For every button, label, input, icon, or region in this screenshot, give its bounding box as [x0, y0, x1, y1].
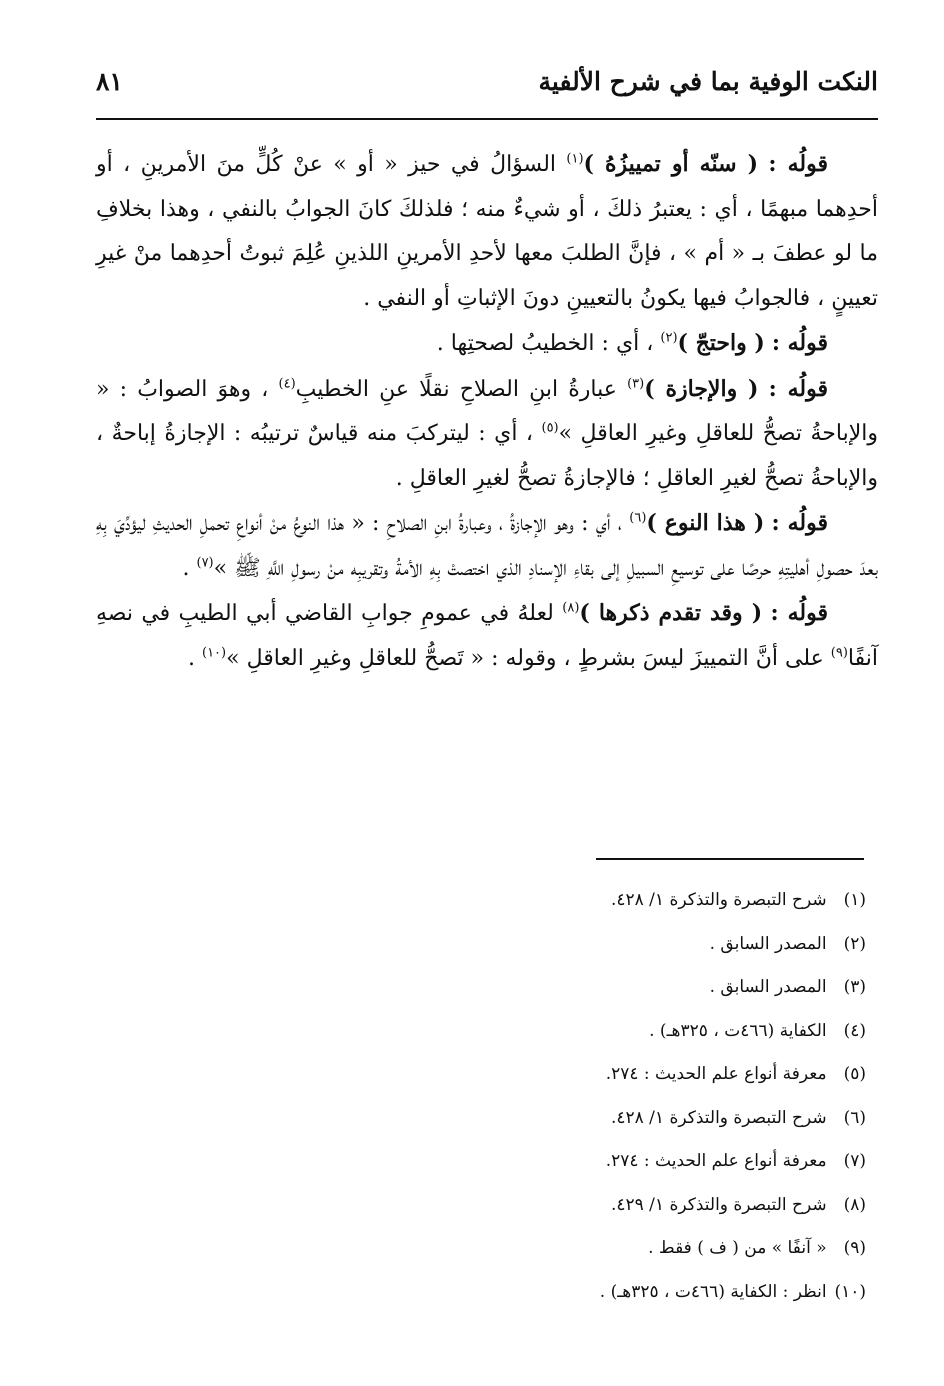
footnote-ref[interactable]: (٥) — [541, 420, 559, 436]
qawluhu-label: قولُه : — [771, 510, 828, 536]
footnote-number: (٤) — [843, 1020, 866, 1041]
footnote-number: (٩) — [843, 1238, 866, 1258]
footnote-number: (٣) — [843, 977, 866, 997]
lemma: ( هذا النوع ) — [646, 510, 765, 536]
paragraph-hadha-alnaw — [96, 501, 878, 591]
commentary-text: . — [182, 555, 197, 581]
commentary-text: . — [187, 645, 202, 671]
footnote-ref[interactable]: (٤) — [278, 376, 296, 392]
lemma: ( والإجازة ) — [644, 375, 759, 402]
footnote-number: (٥) — [843, 1064, 866, 1084]
paragraph-ijaza — [96, 367, 878, 502]
footnote-number: (١) — [843, 890, 866, 910]
footnote-text: الكفاية (٤٦٦ت ، ٣٢٥هـ) . — [649, 1020, 827, 1041]
running-title: النكت الوفية بما في شرح الألفية — [538, 67, 878, 96]
footnote-text: المصدر السابق . — [709, 933, 827, 954]
footnote-ref[interactable]: (٩) — [830, 645, 848, 661]
footnote-number: (٦) — [843, 1107, 866, 1128]
footnote-number: (٢) — [843, 933, 866, 954]
header-rule — [96, 118, 878, 120]
commentary-text: ، أي : ليتركبَ منه قياسٌ ترتيبُه : الإجازةُ إباحةٌ ، والإباحةُ تصحُّ لغيرِ العاقلِ ؛ فالإجازةُ تصحُّ لغيرِ العاقلِ . — [96, 421, 878, 491]
footnote-item — [96, 1054, 866, 1098]
commentary-text: السؤالُ في حيز « أو » عنْ كُلٍّ منَ الأمرينِ ، أو أحدِهما مبهمًا ، أي : يعتبرُ ذلكَ ، أو شيءٌ منه ؛ فلذلكَ كانَ الجوابُ بالنفي ، وهذا بخلافِ ما لو عطفَ بـ « أم » ، فإنَّ الطلبَ معها لأحدِ الأمرينِ اللذينِ عُلِمَ ثبوتُ أحدِهما منْ غيرِ تعيينٍ ، فالجوابُ فيها يكونُ بالتعيينِ دونَ الإثباتِ أو النفي . — [96, 152, 878, 311]
footnote-text: « آنفًا » من ( ف ) فقط . — [648, 1238, 827, 1258]
lemma: ( وقد تقدم ذكرها ) — [579, 600, 763, 626]
footnote-item — [96, 1228, 866, 1272]
footnote-ref[interactable]: (٧) — [196, 555, 214, 571]
qawluhu-label: قولُه : — [770, 600, 829, 626]
footnote-number: (٧) — [843, 1151, 866, 1171]
footnote-text: شرح التبصرة والتذكرة ١/ ٤٢٨. — [610, 1107, 827, 1128]
footnote-ref[interactable]: (٢) — [660, 330, 678, 346]
footnote-text: شرح التبصرة والتذكرة ١/ ٤٢٨. — [610, 890, 827, 910]
footnote-ref[interactable]: (٣) — [627, 376, 645, 392]
paragraph-ihtajja — [96, 321, 878, 367]
paragraph-taqaddam — [96, 591, 878, 681]
qawluhu-label: قولُه : — [768, 151, 828, 177]
lemma: ( سنّه أو تمييزُهُ ) — [583, 151, 759, 177]
footnote-text: انظر : الكفاية (٤٦٦ت ، ٣٢٥هـ) . — [599, 1281, 827, 1302]
footnote-item — [96, 967, 866, 1011]
commentary-text: ، أي : الخطيبُ لصحتِها . — [436, 331, 661, 356]
footnote-ref[interactable]: (١) — [566, 151, 584, 167]
footnotes-list — [96, 880, 866, 1315]
footnote-item — [96, 1185, 866, 1229]
footnote-number: (٨) — [843, 1194, 866, 1215]
commentary-text: على أنَّ التمييزَ ليسَ بشرطٍ ، وقوله : « تَصحُّ للعاقلِ وغيرِ العاقلِ » — [226, 645, 831, 671]
commentary-text: لعلهُ في عمومِ جوابِ القاضي أبي الطيبِ في نصهِ آنفًا — [96, 601, 878, 671]
qawluhu-label: قولُه : — [771, 330, 828, 356]
footnote-ref[interactable]: (٦) — [629, 510, 647, 526]
page-number: ٨١ — [96, 67, 123, 96]
footnote-text: شرح التبصرة والتذكرة ١/ ٤٢٩. — [610, 1194, 827, 1215]
footnote-item — [96, 924, 866, 968]
footnote-ref[interactable]: (٨) — [562, 600, 580, 616]
footnote-item — [96, 1098, 866, 1142]
qawluhu-label: قولُه : — [768, 375, 828, 402]
footnote-ref[interactable]: (١٠) — [201, 645, 227, 661]
footnote-number: (١٠) — [834, 1281, 866, 1302]
footnote-text: معرفة أنواع علم الحديث : ٢٧٤. — [605, 1064, 827, 1084]
footnote-item — [96, 1272, 866, 1316]
commentary-text: عبارةُ ابنِ الصلاحِ نقلًا عنِ الخطيبِ — [295, 376, 628, 402]
footnote-item — [96, 1141, 866, 1185]
commentary-text: ، أي : وهو الإجازةُ ، وعبارةُ ابنِ الصلاحِ : « هذا النوعُ منْ أنواعِ تحملِ الحديثِ ليؤدِّيَ بِهِ بعدَ حصولِ أهليتِهِ حرصًا على توسيعِ السبيلِ إلى بقاءِ الإسنادِ الذي اختصتْ بِهِ الأمةُ وتقريبِه منْ رسولِ اللَّهِ ﷺ » — [96, 511, 878, 581]
commentary-text: ، وهوَ الصوابُ : « والإباحةُ تصحُّ للعاقلِ وغيرِ العاقلِ » — [96, 376, 879, 446]
footnote-text: المصدر السابق . — [709, 977, 827, 997]
page-header — [96, 62, 878, 106]
footnote-item — [96, 880, 866, 924]
footnote-text: معرفة أنواع علم الحديث : ٢٧٤. — [605, 1151, 827, 1171]
lemma: ( واحتجّ ) — [677, 330, 765, 356]
main-text — [96, 142, 878, 681]
paragraph-sinnuhu — [96, 142, 878, 321]
footnote-item — [96, 1011, 866, 1055]
footnote-separator — [596, 858, 864, 860]
